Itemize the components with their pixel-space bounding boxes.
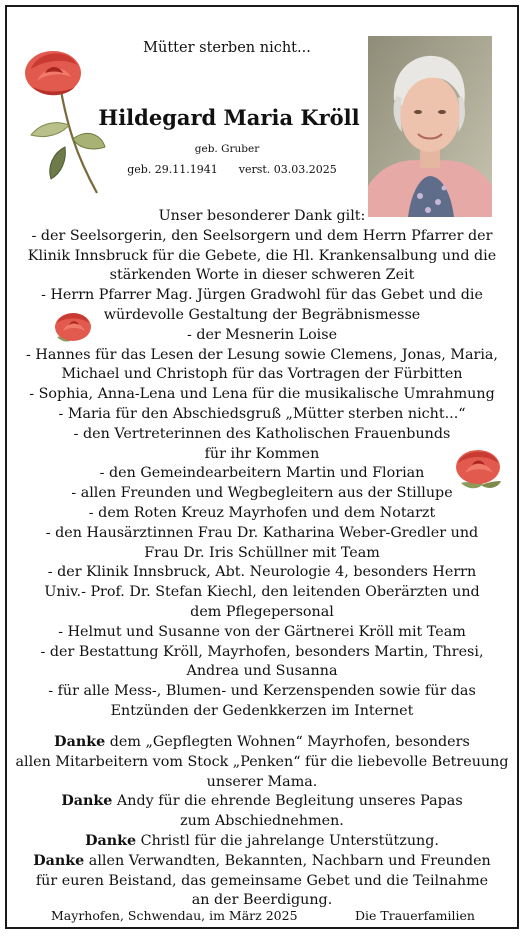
rose-icon: [451, 445, 505, 493]
danke-line: unserer Mama.: [206, 773, 318, 790]
thanks-heading: Unser besonderer Dank gilt:: [158, 208, 366, 224]
deceased-name: Hildegard Maria Kröll: [98, 105, 360, 130]
list-item: - den Gemeindearbeitern Martin und Florian: [99, 465, 425, 482]
danke-word: Danke: [85, 832, 137, 849]
list-item: - der Seelsorgerin, den Seelsorgern und dem Herrn Pfarrer der: [31, 227, 493, 244]
list-item: Klinik Innsbruck für die Gebete, die Hl. Krankensalbung und die: [27, 247, 497, 264]
quote-heading: Mütter sterben nicht...: [143, 40, 311, 56]
list-item: Entzünden der Gedenkkerzen im Internet: [110, 702, 414, 719]
list-item: - der Mesnerin Loise: [186, 326, 338, 343]
list-item: - Helmut und Susanne von der Gärtnerei Kröll mit Team: [58, 623, 466, 640]
obituary-card: [5, 5, 519, 929]
list-item: - der Klinik Innsbruck, Abt. Neurologie 4, besonders Herrn: [47, 564, 477, 581]
list-item: - Herrn Pfarrer Mag. Jürgen Gradwohl für das Gebet und die: [41, 287, 483, 304]
list-item: stärkenden Worte in dieser schweren Zeit: [109, 267, 415, 284]
place-date: Mayrhofen, Schwendau, im März 2025: [51, 908, 298, 923]
danke-line: an der Beerdigung.: [191, 892, 333, 909]
thanks-list: [15, 207, 509, 722]
rose-icon: [51, 307, 95, 347]
danke-section: [15, 733, 509, 911]
list-item: - dem Roten Kreuz Mayrhofen und dem Notarzt: [88, 504, 436, 521]
list-item: - Hannes für das Lesen der Lesung sowie Clemens, Jonas, Maria,: [26, 346, 498, 363]
list-item: dem Pflegepersonal: [190, 603, 334, 620]
list-item: - den Vertreterinnen des Katholischen Frauenbunds: [73, 425, 451, 442]
list-item: Michael und Christoph für das Vortragen der Fürbitten: [61, 366, 463, 383]
maiden-name: geb. Gruber: [194, 143, 260, 155]
life-dates: geb. 29.11.1941 verst. 03.03.2025: [127, 163, 337, 176]
danke-word: Danke: [33, 852, 85, 869]
list-item: - Maria für den Abschiedsgruß „Mütter sterben nicht...“: [58, 405, 466, 422]
portrait-photo: [368, 36, 492, 217]
list-item: Univ.- Prof. Dr. Stefan Kiechl, den leitenden Oberärzten und: [44, 584, 480, 601]
list-item: - der Bestattung Kröll, Mayrhofen, besonders Martin, Thresi,: [40, 643, 484, 660]
list-item: für ihr Kommen: [204, 445, 320, 462]
danke-word: Danke: [61, 793, 113, 810]
list-item: würdevolle Gestaltung der Begräbnismesse: [103, 306, 421, 323]
danke-line: Danke dem „Gepflegten Wohnen“ Mayrhofen, besonders: [54, 734, 470, 750]
danke-line: allen Mitarbeitern vom Stock „Penken“ für die liebevolle Betreuung: [15, 753, 509, 770]
danke-line: für euren Beistand, das gemeinsame Gebet und die Teilnahme: [35, 872, 489, 889]
danke-line: Danke Christl für die jahrelange Unterstützung.: [85, 832, 439, 849]
list-item: Andrea und Susanna: [186, 663, 338, 680]
list-item: - den Hausärztinnen Frau Dr. Katharina Weber-Gredler und: [45, 524, 479, 541]
danke-line: Danke Andy für die ehrende Begleitung unseres Papas: [61, 793, 463, 810]
list-item: - für alle Mess-, Blumen- und Kerzenspenden sowie für das: [48, 683, 476, 700]
list-item: Frau Dr. Iris Schüllner mit Team: [144, 544, 380, 561]
danke-word: Danke: [54, 734, 106, 750]
danke-line: Danke allen Verwandten, Bekannten, Nachbarn und Freunden: [33, 852, 491, 869]
danke-line: zum Abschiednehmen.: [180, 813, 344, 830]
family-signature: Die Trauerfamilien: [355, 908, 475, 923]
list-item: - allen Freunden und Wegbegleitern aus der Stillupe: [71, 485, 453, 502]
list-item: - Sophia, Anna-Lena und Lena für die musikalische Umrahmung: [29, 386, 495, 403]
